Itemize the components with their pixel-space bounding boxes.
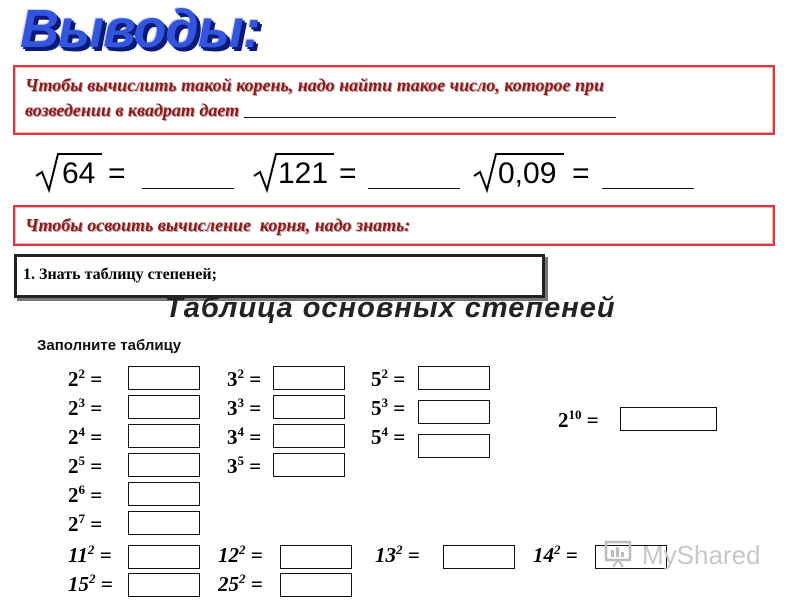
power-label: $13^2$ = <box>375 542 420 567</box>
radicand: 64 <box>62 157 96 190</box>
point-1-text: 1. Знать таблицу степеней; <box>23 266 217 283</box>
conclusion-1-line-2-wrap <box>25 98 616 123</box>
power-label: $3^4$ = <box>227 424 262 449</box>
fill-instruction: Заполните таблицу <box>37 337 182 354</box>
answer-box[interactable] <box>418 366 490 390</box>
conclusion-box-1 <box>13 65 775 135</box>
power-label: $3^3$ = <box>227 395 262 420</box>
answer-box[interactable] <box>128 424 200 448</box>
power-label: $5^2$ = <box>371 366 406 391</box>
power-label: $14^2$ = <box>533 542 578 567</box>
power-label: $3^5$ = <box>227 453 262 478</box>
answer-box[interactable] <box>128 545 200 569</box>
conclusion-1-line-1: Чтобы вычислить такой корень, надо найти такое число, которое при <box>25 75 605 95</box>
watermark-text: MyShared <box>642 540 761 570</box>
root-expression-2 <box>252 150 482 194</box>
power-label: $5^3$ = <box>371 395 406 420</box>
answer-box[interactable] <box>128 395 200 419</box>
presentation-icon <box>603 538 639 568</box>
power-label: $12^2$ = <box>218 542 263 567</box>
power-label: $11^2$ = <box>68 542 112 567</box>
root-expression-3 <box>472 150 712 194</box>
radicand: 121 <box>278 157 329 190</box>
power-label: $2^7$ = <box>68 511 103 536</box>
conclusion-box-2 <box>13 205 775 246</box>
square-roots-row <box>34 150 714 194</box>
equals-sign: = <box>339 157 357 190</box>
power-label: $2^6$ = <box>68 482 103 507</box>
answer-blank[interactable] <box>368 188 460 189</box>
answer-box[interactable] <box>280 573 352 597</box>
power-label: $25^2$ = <box>218 571 263 596</box>
power-label: $5^4$ = <box>371 424 406 449</box>
power-label: $2^4$ = <box>68 424 103 449</box>
answer-box[interactable] <box>443 545 515 569</box>
answer-box[interactable] <box>128 573 200 597</box>
radicand: 0,09 <box>498 157 557 190</box>
answer-box[interactable] <box>418 434 490 458</box>
answer-box[interactable] <box>128 511 200 535</box>
root-expression-1 <box>34 150 244 194</box>
answer-box[interactable] <box>128 453 200 477</box>
answer-blank[interactable] <box>244 99 616 118</box>
answer-box[interactable] <box>418 400 490 424</box>
equals-sign: = <box>572 157 590 190</box>
page-title: Выводы: <box>20 0 260 59</box>
power-label: $2^3$ = <box>68 395 103 420</box>
answer-box[interactable] <box>273 424 345 448</box>
equals-sign: = <box>108 157 126 190</box>
power-label: $2^{10}$ = <box>558 407 599 432</box>
power-label: $2^5$ = <box>68 453 103 478</box>
power-label: $15^2$ = <box>68 571 113 596</box>
answer-blank[interactable] <box>602 188 694 189</box>
answer-box[interactable] <box>273 366 345 390</box>
power-label: $2^2$ = <box>68 366 103 391</box>
answer-box[interactable] <box>273 395 345 419</box>
answer-box[interactable] <box>280 545 352 569</box>
answer-box[interactable] <box>620 407 717 431</box>
power-label: $3^2$ = <box>227 366 262 391</box>
table-title: Таблица основных степеней <box>165 292 616 324</box>
answer-box[interactable] <box>128 482 200 506</box>
answer-blank[interactable] <box>142 188 234 189</box>
answer-box[interactable] <box>128 366 200 390</box>
answer-box[interactable] <box>273 453 345 477</box>
conclusion-1-line-2: возведении в квадрат дает <box>25 100 240 120</box>
conclusion-2-text: Чтобы освоить вычисление корня, надо знать: <box>25 215 411 235</box>
